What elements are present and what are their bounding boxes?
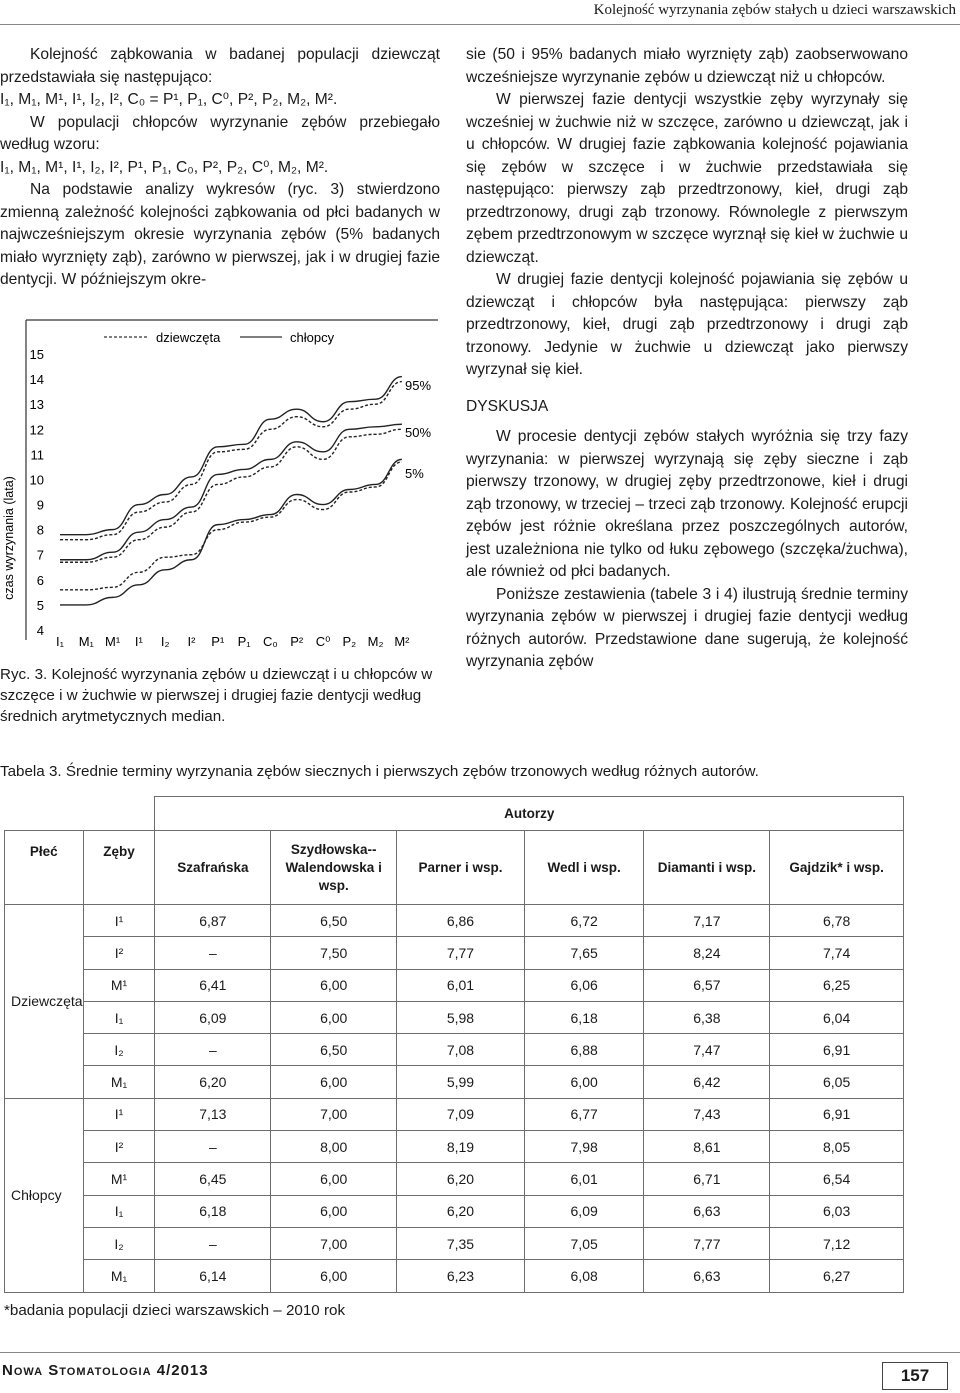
value-cell: 7,47: [644, 1034, 770, 1066]
header-autorzy: Autorzy: [155, 797, 904, 831]
value-cell: 6,45: [155, 1163, 271, 1195]
header-diamanti: Diamanti i wsp.: [644, 831, 770, 905]
value-cell: 8,19: [397, 1131, 525, 1163]
header-szafranska: Szafrańska: [155, 831, 271, 905]
value-cell: 7,43: [644, 1098, 770, 1130]
value-cell: 6,18: [524, 1001, 644, 1033]
header-parner: Parner i wsp.: [397, 831, 525, 905]
value-cell: 6,06: [524, 969, 644, 1001]
formula-boys: I₁, M₁, M¹, I¹, I₂, I², P¹, P₁, C₀, P², P₂, C⁰, M₂, M².: [0, 158, 329, 176]
value-cell: 7,77: [397, 937, 525, 969]
section-heading-dyskusja: DYSKUSJA: [466, 397, 549, 415]
left-paragraph-1: Kolejność ząbkowania w badanej populacji dziewcząt przedstawiała się następująco:: [0, 46, 440, 86]
table-row: [5, 1195, 904, 1227]
value-cell: 8,05: [770, 1131, 904, 1163]
y-ticks: [30, 347, 44, 638]
x-category-label: I₂: [160, 634, 170, 649]
series-line-dziewczeta-95: [60, 382, 402, 540]
value-cell: 6,91: [770, 1098, 904, 1130]
value-cell: 7,05: [524, 1227, 644, 1259]
series-line-dziewczeta-50: [60, 429, 402, 562]
x-category-label: P₂: [342, 634, 357, 649]
table-caption: Tabela 3. Średnie terminy wyrzynania zębów siecznych i pierwszych zębów trzonowych według różnych autorów.: [0, 763, 759, 780]
value-cell: 8,00: [271, 1131, 397, 1163]
table-row: [5, 1066, 904, 1098]
value-cell: 6,20: [397, 1163, 525, 1195]
x-category-label: I¹: [134, 634, 143, 649]
x-category-label: M₁: [78, 634, 94, 649]
right-column: [466, 44, 908, 674]
y-tick-label: 7: [36, 547, 44, 563]
table-row: [5, 1034, 904, 1066]
value-cell: 6,23: [397, 1260, 525, 1292]
value-cell: 6,41: [155, 969, 271, 1001]
value-cell: 6,00: [271, 1260, 397, 1292]
label-95-percent: 95%: [405, 378, 432, 393]
value-cell: 6,14: [155, 1260, 271, 1292]
tooth-cell: I₂: [83, 1034, 155, 1066]
value-cell: 7,98: [524, 1131, 644, 1163]
y-axis-label: czas wyrzynania (lata): [2, 476, 16, 600]
table-row: [5, 1098, 904, 1130]
value-cell: 6,00: [271, 1195, 397, 1227]
value-cell: 6,05: [770, 1066, 904, 1098]
chart-svg: [0, 318, 440, 658]
header-wedl: Wedl i wsp.: [524, 831, 644, 905]
series-lines: [60, 377, 402, 605]
value-cell: 6,71: [644, 1163, 770, 1195]
value-cell: 7,08: [397, 1034, 525, 1066]
value-cell: 6,18: [155, 1195, 271, 1227]
value-cell: 7,17: [644, 905, 770, 937]
right-paragraph-5: Poniższe zestawienia (tabele 3 i 4) ilustrują średnie terminy wyrzynania zębów w pierwszej i drugiej fazie dentycji według różnych autorów. Przedstawione dane sugerują, że kolejność wyrzynania zębów: [466, 585, 908, 670]
tooth-cell: M₁: [83, 1260, 155, 1292]
value-cell: 6,87: [155, 905, 271, 937]
x-category-label: M₂: [367, 634, 384, 649]
value-cell: 7,65: [524, 937, 644, 969]
value-cell: 7,09: [397, 1098, 525, 1130]
legend-label-dziewczeta: dziewczęta: [156, 330, 221, 345]
y-tick-label: 13: [29, 397, 44, 413]
value-cell: 7,13: [155, 1098, 271, 1130]
value-cell: 6,09: [155, 1001, 271, 1033]
value-cell: 6,25: [770, 969, 904, 1001]
running-head-title: Kolejność wyrzynania zębów stałych u dzieci warszawskich: [593, 2, 956, 18]
right-paragraph-1: sie (50 i 95% badanych miało wyrznięty ząb) zaobserwowano wcześniejsze wyrzynanie zębów u dziewcząt niż u chłopców.: [466, 46, 908, 86]
tooth-cell: M¹: [83, 1163, 155, 1195]
header-zeby: Zęby: [83, 831, 155, 905]
x-category-label: P²: [290, 634, 304, 649]
tooth-cell: I¹: [83, 905, 155, 937]
value-cell: 6,00: [271, 969, 397, 1001]
y-tick-label: 4: [36, 623, 44, 638]
x-category-label: P¹: [211, 634, 225, 649]
value-cell: 6,27: [770, 1260, 904, 1292]
y-tick-label: 11: [30, 447, 44, 463]
y-tick-label: 14: [29, 372, 44, 388]
table-3: [4, 796, 904, 1293]
journal-name: Nowa Stomatologia 4/2013: [2, 1362, 209, 1379]
left-column: [0, 44, 440, 292]
value-cell: 6,00: [524, 1066, 644, 1098]
value-cell: 6,01: [397, 969, 525, 1001]
table-row: [5, 1001, 904, 1033]
formula-girls: I₁, M₁, M¹, I¹, I₂, I², C₀ = P¹, P₁, C⁰, P², P₂, M₂, M².: [0, 91, 338, 108]
tooth-cell: M¹: [83, 969, 155, 1001]
table-footnote: *badania populacji dzieci warszawskich – 2010 rok: [4, 1302, 346, 1319]
table-row: [5, 1131, 904, 1163]
right-paragraph-3: W drugiej fazie dentycji kolejność pojawiania się zębów u dziewcząt i chłopców była następująca: pierwszy ząb przedtrzonowy, kieł, drugi ząb przedtrzonowy i drugi ząb trzonowy. Jedynie w żuchwie u dziewcząt jako pierwszy wyrzynał się kieł.: [466, 271, 908, 378]
group-label: Chłopcy: [5, 1098, 84, 1292]
value-cell: –: [155, 937, 271, 969]
value-cell: 6,00: [271, 1001, 397, 1033]
tooth-cell: I¹: [83, 1098, 155, 1130]
header-szydlowska: Szydłowska--Walendowska i wsp.: [271, 831, 397, 905]
y-tick-label: 9: [36, 497, 44, 513]
tooth-cell: M₁: [83, 1066, 155, 1098]
x-category-label: I²: [187, 634, 196, 649]
value-cell: –: [155, 1034, 271, 1066]
running-head: [0, 0, 960, 25]
value-cell: 6,57: [644, 969, 770, 1001]
table-header-row-2: [5, 831, 904, 905]
value-cell: 8,61: [644, 1131, 770, 1163]
tooth-cell: I²: [83, 937, 155, 969]
footer-rule: [0, 1352, 960, 1353]
header-plec: Płeć: [5, 831, 84, 905]
value-cell: 6,63: [644, 1260, 770, 1292]
value-cell: 6,20: [155, 1066, 271, 1098]
value-cell: 6,54: [770, 1163, 904, 1195]
tooth-cell: I₁: [83, 1195, 155, 1227]
table-row: [5, 937, 904, 969]
table-row: [5, 1163, 904, 1195]
x-category-label: P₁: [237, 634, 251, 649]
value-cell: 7,50: [271, 937, 397, 969]
value-cell: 7,74: [770, 937, 904, 969]
tooth-cell: I₂: [83, 1227, 155, 1259]
value-cell: 6,77: [524, 1098, 644, 1130]
figure-caption: Ryc. 3. Kolejność wyrzynania zębów u dziewcząt i u chłopców w szczęce i w żuchwie w pierwszej i drugiej fazie dentycji według średnich arytmetycznych median.: [0, 666, 433, 725]
value-cell: 6,42: [644, 1066, 770, 1098]
value-cell: 7,00: [271, 1227, 397, 1259]
value-cell: 6,91: [770, 1034, 904, 1066]
value-cell: 6,72: [524, 905, 644, 937]
value-cell: 7,00: [271, 1098, 397, 1130]
value-cell: 5,99: [397, 1066, 525, 1098]
y-tick-label: 5: [36, 597, 44, 613]
value-cell: 6,50: [271, 1034, 397, 1066]
x-category-label: I₁: [56, 634, 64, 649]
value-cell: –: [155, 1131, 271, 1163]
legend-label-chlopcy: chłopcy: [290, 330, 335, 345]
x-category-label: M²: [394, 634, 410, 649]
tooth-cell: I²: [83, 1131, 155, 1163]
value-cell: 6,78: [770, 905, 904, 937]
y-tick-label: 8: [36, 522, 44, 538]
x-category-label: C₀: [263, 634, 278, 649]
y-tick-label: 10: [29, 472, 44, 488]
value-cell: 6,50: [271, 905, 397, 937]
value-cell: 6,00: [271, 1163, 397, 1195]
x-category-label: M¹: [105, 634, 121, 649]
table-row: [5, 905, 904, 937]
value-cell: 6,03: [770, 1195, 904, 1227]
y-tick-label: 6: [36, 572, 44, 588]
header-gajdzik: Gajdzik* i wsp.: [770, 831, 904, 905]
right-paragraph-4: W procesie dentycji zębów stałych wyróżnia się trzy fazy wyrzynania: w pierwszej wyrzynają się zęby sieczne i ząb pierwszy trzonowy, w drugiej zęby przedtrzonowe, kieł i drugi ząb trzonowy, w trzeciej – trzeci ząb trzonowy. Kolejność erupcji zębów jest różnie określana przez poszczególnych autorów, jest uzależniona nie tylko od łuku zębowego (szczęka/żuchwa), ale również od płci badanych.: [466, 428, 908, 580]
value-cell: 6,08: [524, 1260, 644, 1292]
table-header-row-1: [5, 797, 904, 831]
table-row: [5, 1227, 904, 1259]
value-cell: 6,09: [524, 1195, 644, 1227]
value-cell: –: [155, 1227, 271, 1259]
value-cell: 6,63: [644, 1195, 770, 1227]
value-cell: 7,77: [644, 1227, 770, 1259]
page-number: 157: [882, 1362, 948, 1390]
table-corner: [5, 797, 155, 831]
value-cell: 6,38: [644, 1001, 770, 1033]
group-label: Dziewczęta: [5, 905, 84, 1099]
value-cell: 7,35: [397, 1227, 525, 1259]
y-tick-label: 12: [29, 422, 44, 438]
value-cell: 6,86: [397, 905, 525, 937]
x-category-label: C⁰: [315, 634, 331, 649]
value-cell: 6,88: [524, 1034, 644, 1066]
y-tick-label: 15: [29, 347, 44, 362]
left-paragraph-3: Na podstawie analizy wykresów (ryc. 3) stwierdzono zmienną zależność kolejności ząbkowania od płci badanych w najwcześniejszym okresie wyrzynania zębów (5% badanych miało wyrznięty ząb), zarówno w pierwszej, jak i w drugiej fazie dentycji. W późniejszym okre-: [0, 181, 440, 288]
value-cell: 6,01: [524, 1163, 644, 1195]
value-cell: 6,00: [271, 1066, 397, 1098]
left-paragraph-2: W populacji chłopców wyrzynanie zębów przebiegało według wzoru:: [0, 113, 440, 153]
series-line-chlopcy-95: [60, 377, 402, 535]
table-row: [5, 969, 904, 1001]
x-categories: [56, 634, 410, 649]
figure-3-chart: [0, 318, 440, 658]
tooth-cell: I₁: [83, 1001, 155, 1033]
right-paragraph-2: W pierwszej fazie dentycji wszystkie zęby wyrzynały się wcześniej w żuchwie niż w szczęce, zarówno u dziewcząt, jak i u chłopców. W drugiej fazie ząbkowania kolejność pojawiania się zębów w szczęce i w żuchwie przedstawiała się następująco: pierwszy ząb przedtrzonowy, kieł, drugi ząb przedtrzonowy, drugi ząb trzonowy. Równolegle z pierwszym zębem przedtrzonowym w szczęce wyrznął się kieł w żuchwie u dziewcząt.: [466, 91, 908, 266]
value-cell: 6,20: [397, 1195, 525, 1227]
label-5-percent: 5%: [405, 466, 424, 481]
table-row: [5, 1260, 904, 1292]
label-50-percent: 50%: [405, 425, 432, 440]
value-cell: 8,24: [644, 937, 770, 969]
value-cell: 5,98: [397, 1001, 525, 1033]
value-cell: 7,12: [770, 1227, 904, 1259]
value-cell: 6,04: [770, 1001, 904, 1033]
